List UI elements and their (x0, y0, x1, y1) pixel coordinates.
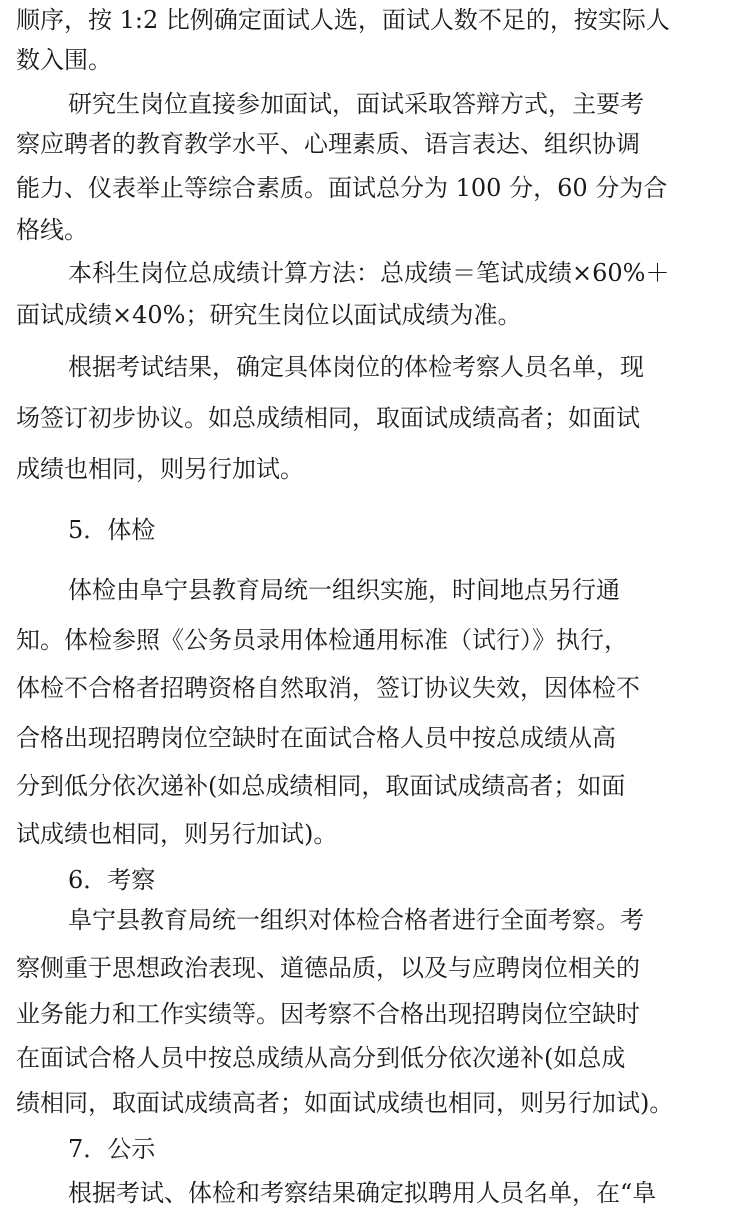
text-line: 绩相同，取面试成绩高者；如面试成绩也相同，则另行加试)。 (16, 1089, 674, 1117)
text-line: 阜宁县教育局统一组织对体检合格者进行全面考察。考 (68, 906, 644, 934)
text-line: 能力、仪表举止等综合素质。面试总分为 100 分，60 分为合 (16, 174, 668, 202)
text-line: 察侧重于思想政治表现、道德品质，以及与应聘岗位相关的 (16, 954, 640, 982)
text-line: 分到低分依次递补(如总成绩相同，取面试成绩高者；如面 (16, 772, 626, 800)
text-line: 根据考试结果，确定具体岗位的体检考察人员名单，现 (68, 353, 644, 381)
text-line: 知。体检参照《公务员录用体检通用标准（试行）》执行， (16, 626, 628, 654)
text-line: 数入围。 (16, 46, 112, 74)
text-line: 场签订初步协议。如总成绩相同，取面试成绩高者；如面试 (16, 404, 640, 432)
text-line: 顺序，按 1:2 比例确定面试人选，面试人数不足的，按实际人 (16, 6, 670, 34)
text-line: 体检由阜宁县教育局统一组织实施，时间地点另行通 (68, 576, 620, 604)
section-heading-investigation: 6．考察 (68, 866, 156, 894)
text-line: 试成绩也相同，则另行加试)。 (16, 820, 338, 848)
section-heading-publicity: 7．公示 (68, 1135, 156, 1163)
text-line: 格线。 (16, 216, 88, 244)
text-line: 察应聘者的教育教学水平、心理素质、语言表达、组织协调 (16, 130, 640, 158)
text-line: 研究生岗位直接参加面试，面试采取答辩方式，主要考 (68, 90, 644, 118)
section-heading-physical-exam: 5．体检 (68, 516, 156, 544)
text-line: 体检不合格者招聘资格自然取消，签订协议失效，因体检不 (16, 674, 640, 702)
text-line: 在面试合格人员中按总成绩从高分到低分依次递补(如总成 (16, 1044, 626, 1072)
text-line: 根据考试、体检和考察结果确定拟聘用人员名单，在“阜 (68, 1179, 657, 1207)
text-line: 成绩也相同，则另行加试。 (16, 455, 304, 483)
text-line: 面试成绩×40%；研究生岗位以面试成绩为准。 (16, 301, 522, 329)
text-line: 本科生岗位总成绩计算方法：总成绩＝笔试成绩×60%＋ (68, 259, 670, 287)
text-line: 业务能力和工作实绩等。因考察不合格出现招聘岗位空缺时 (16, 1000, 640, 1028)
text-line: 合格出现招聘岗位空缺时在面试合格人员中按总成绩从高 (16, 724, 616, 752)
